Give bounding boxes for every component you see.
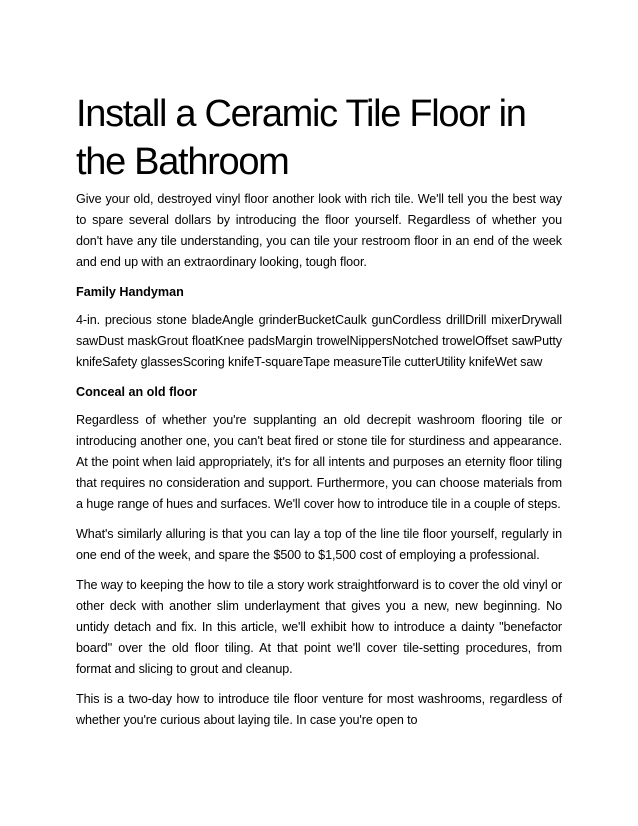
body-paragraph-4: This is a two-day how to introduce tile floor venture for most washrooms, regardless of whether you're curious about laying tile. In case you're open to xyxy=(76,692,562,727)
section-heading-conceal-old-floor: Conceal an old floor xyxy=(76,385,198,399)
body-paragraph-3: The way to keeping the how to tile a story work straightforward is to cover the old vinyl or other deck with another slim underlayment that gives you a new, new beginning. No untidy detach and fix. In this article, we'll exhibit how to introduce a dainty "benefactor board" over the old floor tiling. At that point we'll cover tile-setting procedures, from format and slicing to grout and cleanup. xyxy=(76,578,562,676)
body-paragraph-1: Regardless of whether you're supplanting an old decrepit washroom flooring tile or introducing another one, you can't beat fired or stone tile for sturdiness and appearance. At the point when laid appropriately, it's for all intents and purposes an eternity floor tiling that requires no consideration and support. Furthermore, you can choose materials from a huge range of hues and surfaces. We'll cover how to introduce tile in a couple of steps. xyxy=(76,413,562,511)
intro-paragraph: Give your old, destroyed vinyl floor another look with rich tile. We'll tell you the best way to spare several dollars by introducing the floor yourself. Regardless of whether you don't have any tile understanding, you can tile your restroom floor in an end of the week and end up with an extraordinary looking, tough floor. xyxy=(76,192,562,269)
body-paragraph-2: What's similarly alluring is that you can lay a top of the line tile floor yourself, regularly in one end of the week, and spare the $500 to $1,500 cost of employing a professional. xyxy=(76,527,562,562)
document-page xyxy=(76,90,562,740)
section-heading-family-handyman: Family Handyman xyxy=(76,285,184,299)
tools-list-paragraph: 4-in. precious stone bladeAngle grinderBucketCaulk gunCordless drillDrill mixerDrywall sawDust maskGrout floatKnee padsMargin trowelNippersNotched trowelOffset sawPutty knifeSafety glassesScoring knifeT-squareTape measureTile cutterUtility knifeWet saw xyxy=(76,313,562,369)
page-title: Install a Ceramic Tile Floor in the Bathroom xyxy=(76,93,526,183)
